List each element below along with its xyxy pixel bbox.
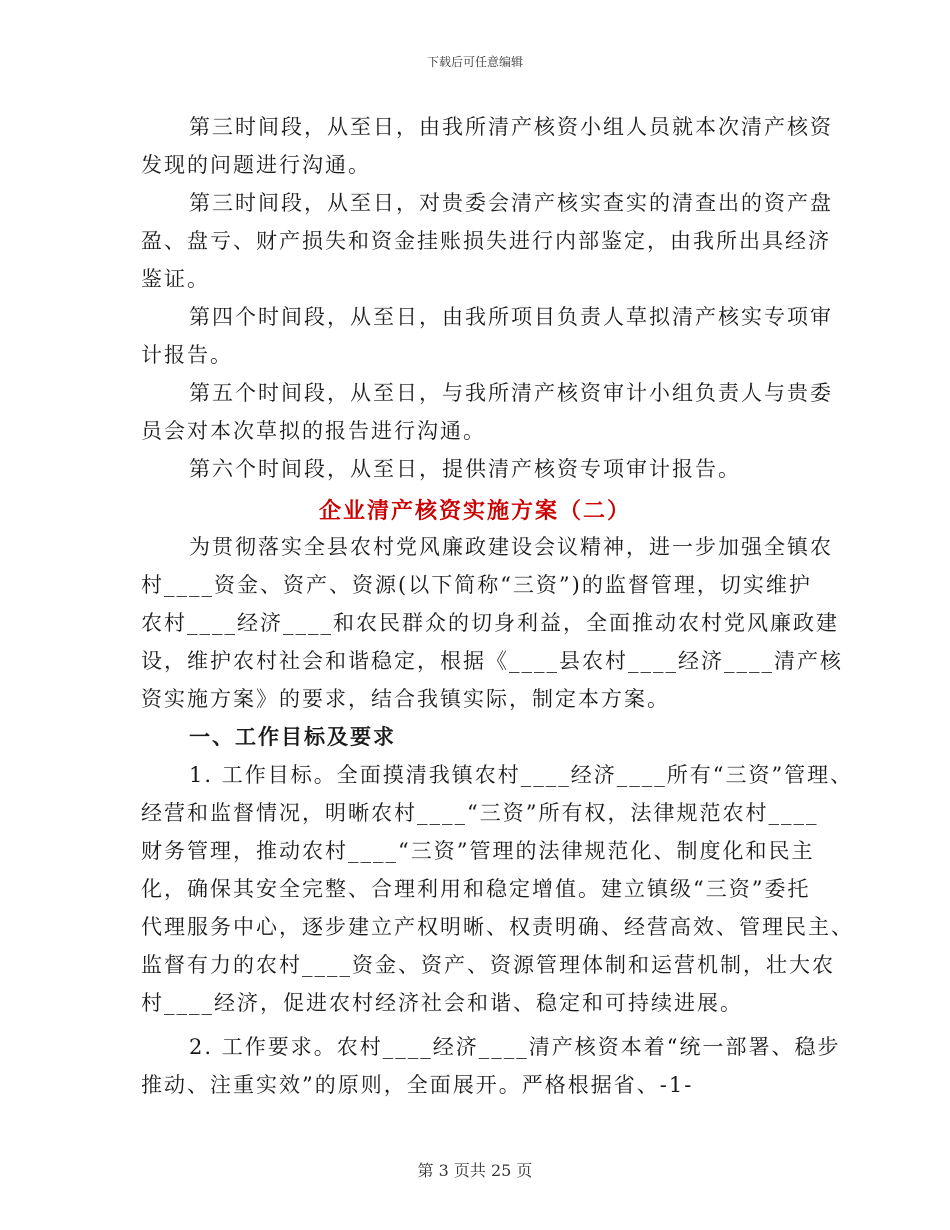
paragraph-d bbox=[141, 374, 833, 450]
text-line: 1. 工作目标。全面摸清我镇农村____经济____所有“三资”管理、 bbox=[189, 763, 854, 787]
page-footer: 第 3 页共 25 页 bbox=[417, 1161, 533, 1180]
text-line: 鉴证。 bbox=[141, 267, 210, 291]
section-title: 企业清产核资实施方案（二） bbox=[318, 498, 631, 524]
text-line: 设，维护农村社会和谐稳定，根据《____县农村____经济____清产核 bbox=[141, 649, 843, 673]
text-line: 化，确保其安全完整、合理利用和稳定增值。建立镇级“三资”委托 bbox=[141, 877, 811, 901]
text-line: 财务管理，推动农村____“三资”管理的法律规范化、制度化和民主 bbox=[141, 839, 815, 863]
subsection-heading: 一、工作目标及要求 bbox=[189, 724, 396, 749]
title-row bbox=[141, 488, 811, 528]
paragraph-goal bbox=[141, 756, 854, 1022]
text-line: 推动、注重实效”的原则，全面展开。严格根据省、-1- bbox=[141, 1073, 694, 1097]
text-line: 经营和监督情况，明晰农村____“三资”所有权，法律规范农村____ bbox=[141, 801, 819, 825]
document-body bbox=[141, 108, 854, 1104]
text-line: 发现的问题进行沟通。 bbox=[141, 153, 371, 177]
paragraph-e bbox=[141, 450, 811, 488]
text-line: 第五个时间段，从至日，与我所清产核资审计小组负责人与贵委 bbox=[189, 381, 833, 405]
text-line: 村____经济，促进农村经济社会和谐、稳定和可持续进展。 bbox=[141, 991, 743, 1015]
text-line: 2. 工作要求。农村____经济____清产核资本着“统一部署、稳步 bbox=[189, 1035, 841, 1059]
text-line: 村____资金、资产、资源(以下简称“三资”)的监督管理，切实维护 bbox=[141, 573, 812, 597]
text-line: 第六个时间段，从至日，提供清产核资专项审计报告。 bbox=[189, 457, 741, 481]
paragraph-requirements bbox=[141, 1028, 841, 1104]
paragraph-b bbox=[141, 184, 833, 298]
header-note: 下载后可任意编辑 bbox=[426, 55, 523, 69]
text-line: 资实施方案》的要求，结合我镇实际，制定本方案。 bbox=[141, 687, 670, 711]
text-line: 第四个时间段，从至日，由我所项目负责人草拟清产核实专项审 bbox=[189, 305, 833, 329]
text-line: 盈、盘亏、财产损失和资金挂账损失进行内部鉴定，由我所出具经济 bbox=[141, 229, 831, 253]
paragraph-intro bbox=[141, 528, 843, 718]
text-line: 第三时间段，从至日，对贵委会清产核实查实的清查出的资产盘 bbox=[189, 191, 833, 215]
paragraph-a bbox=[141, 108, 833, 184]
paragraph-c bbox=[141, 298, 833, 374]
text-line: 为贯彻落实全县农村党风廉政建设会议精神，进一步加强全镇农 bbox=[189, 535, 833, 559]
text-line: 监督有力的农村____资金、资产、资源管理体制和运营机制，壮大农 bbox=[141, 953, 835, 977]
text-line: 农村____经济____和农民群众的切身利益，全面推动农村党风廉政建 bbox=[141, 611, 839, 635]
text-line: 代理服务中心，逐步建立产权明晰、权责明确、经营高效、管理民主、 bbox=[141, 915, 854, 939]
text-line: 员会对本次草拟的报告进行沟通。 bbox=[141, 419, 486, 443]
text-line: 第三时间段，从至日，由我所清产核资小组人员就本次清产核资 bbox=[189, 115, 833, 139]
text-line: 计报告。 bbox=[141, 343, 233, 367]
